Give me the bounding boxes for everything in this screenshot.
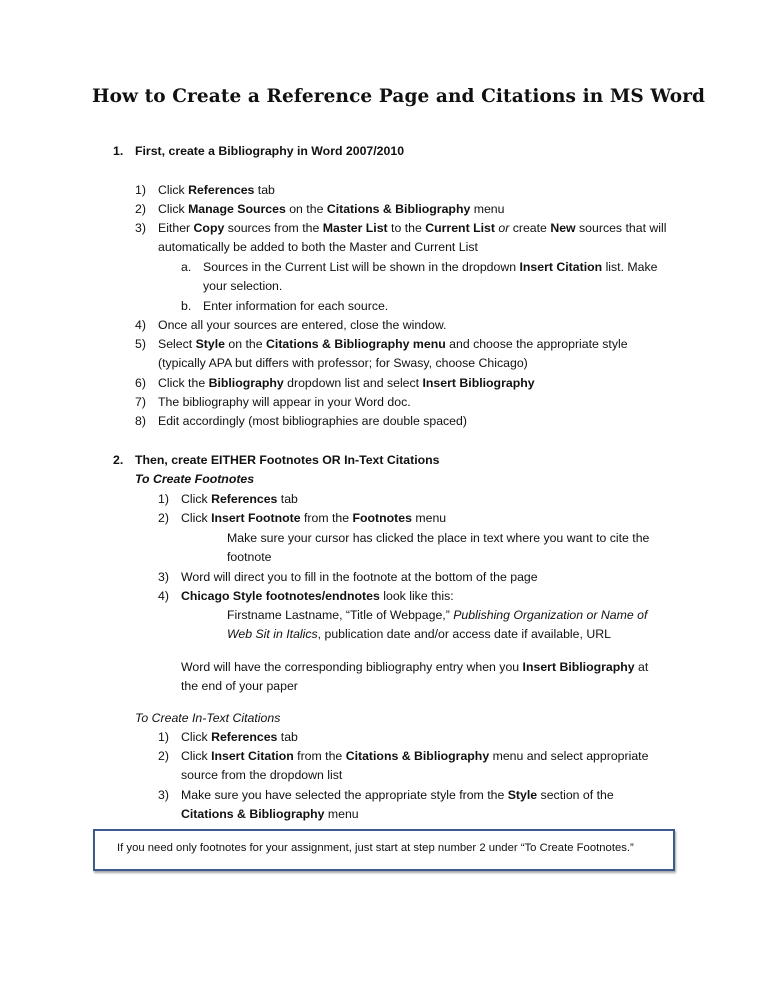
step-number: 4) xyxy=(158,589,169,603)
step-text-continued: (typically APA but differs with professor; for Swasy, choose Chicago) xyxy=(158,356,528,370)
substep-text-continued: your selection. xyxy=(203,279,283,293)
section-1-heading: First, create a Bibliography in Word 2007/2010 xyxy=(135,144,405,158)
step-text-continued: source from the dropdown list xyxy=(181,768,343,782)
step-text-continued: automatically be added to both the Master and Current List xyxy=(158,240,478,254)
section-2-heading: Then, create EITHER Footnotes OR In-Text Citations xyxy=(135,453,440,467)
step-number: 2) xyxy=(158,749,169,763)
substep-letter: b. xyxy=(181,299,192,313)
step-text: Click References tab xyxy=(181,492,298,506)
substep-text: Sources in the Current List will be shown in the dropdown Insert Citation list. Make xyxy=(203,260,658,274)
substep-letter: a. xyxy=(181,260,192,274)
note-text: Make sure your cursor has clicked the place in text where you want to cite the xyxy=(227,531,650,545)
step-text: Click References tab xyxy=(158,183,275,197)
step-text-continued: Citations & Bibliography menu xyxy=(181,807,359,821)
section-1-number: 1. xyxy=(113,144,124,158)
step-text: The bibliography will appear in your Word doc. xyxy=(158,395,411,409)
step-number: 2) xyxy=(135,202,146,216)
step-number: 1) xyxy=(158,492,169,506)
step-text: Once all your sources are entered, close the window. xyxy=(158,318,447,332)
step-number: 4) xyxy=(135,318,146,332)
note-text-continued: footnote xyxy=(227,550,272,564)
step-text: Click Manage Sources on the Citations & Bibliography menu xyxy=(158,202,505,216)
step-number: 5) xyxy=(135,337,146,351)
step-text: Chicago Style footnotes/endnotes look like this: xyxy=(181,589,454,603)
footnote-example: Firstname Lastname, “Title of Webpage,” Publishing Organization or Name of xyxy=(227,608,648,622)
step-number: 3) xyxy=(135,221,146,235)
step-text: Make sure you have selected the appropriate style from the Style section of the xyxy=(181,788,614,802)
step-number: 3) xyxy=(158,788,169,802)
step-number: 1) xyxy=(158,730,169,744)
step-text: Word will direct you to fill in the footnote at the bottom of the page xyxy=(181,570,538,584)
section-2-number: 2. xyxy=(113,453,124,467)
step-number: 7) xyxy=(135,395,146,409)
step-text: Edit accordingly (most bibliographies are double spaced) xyxy=(158,414,467,428)
step-text: Click References tab xyxy=(181,730,298,744)
footnote-note-continued: the end of your paper xyxy=(181,679,298,693)
step-text: Either Copy sources from the Master List to the Current List or create New sources that will xyxy=(158,221,667,235)
step-text: Click Insert Footnote from the Footnotes menu xyxy=(181,511,447,525)
step-number: 2) xyxy=(158,511,169,525)
tip-callout-text: If you need only footnotes for your assignment, just start at step number 2 under “To Create Footnotes.” xyxy=(117,842,634,854)
substep-text: Enter information for each source. xyxy=(203,299,389,313)
footnote-note: Word will have the corresponding bibliography entry when you Insert Bibliography at xyxy=(181,660,649,674)
step-text: Click the Bibliography dropdown list and select Insert Bibliography xyxy=(158,376,535,390)
step-number: 8) xyxy=(135,414,146,428)
intext-subheading: To Create In-Text Citations xyxy=(135,711,281,725)
step-text: Select Style on the Citations & Bibliography menu and choose the appropriate style xyxy=(158,337,628,351)
step-number: 3) xyxy=(158,570,169,584)
step-number: 1) xyxy=(135,183,146,197)
tip-callout-box xyxy=(93,829,675,871)
step-number: 6) xyxy=(135,376,146,390)
step-text: Click Insert Citation from the Citations & Bibliography menu and select appropriate xyxy=(181,749,649,763)
footnote-example-continued: Web Sit in Italics, publication date and/or access date if available, URL xyxy=(227,627,611,641)
page-title: How to Create a Reference Page and Citations in MS Word xyxy=(92,86,706,107)
footnotes-subheading: To Create Footnotes xyxy=(135,472,255,486)
